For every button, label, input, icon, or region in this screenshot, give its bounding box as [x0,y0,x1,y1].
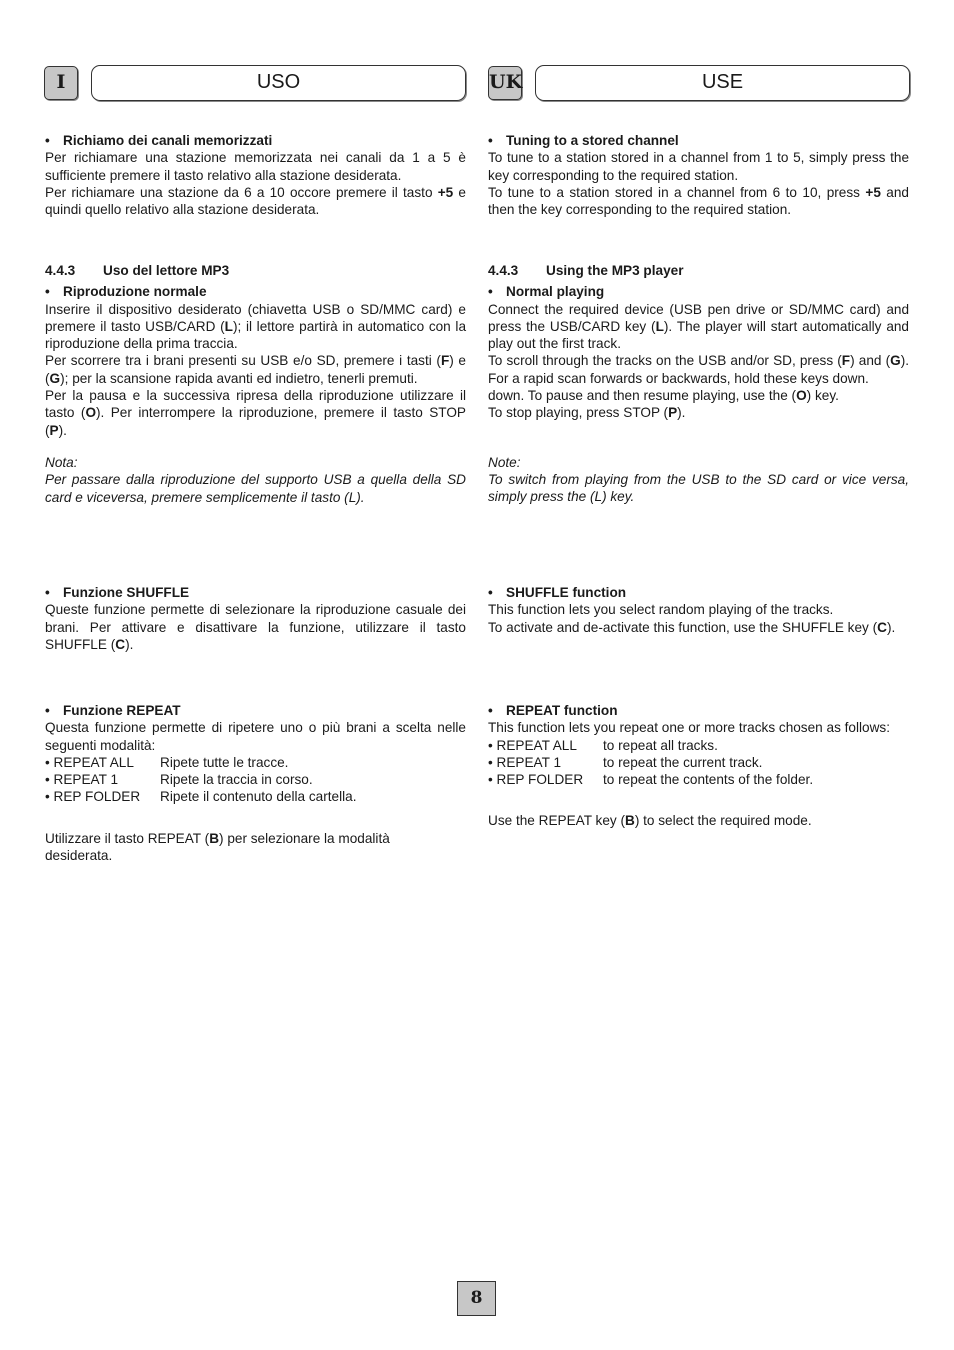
shuffle-paragraph-1-uk: This function lets you select random playing of the tracks. [488,602,834,618]
repeat-mode-folder-it: • REP FOLDER Ripete il contenuto della cartella. [45,789,357,805]
recall-section-uk [488,132,909,218]
section-title-it: USO [91,65,466,101]
recall-paragraph-2-it: Per richiamare una stazione da 6 a 10 occore premere il tasto +5 e quindi quello relativo alla stazione desiderata. [45,184,466,218]
repeat-heading-uk: • REPEAT function [488,703,618,718]
mp3-paragraph-2-it: Per scorrere tra i brani presenti su USB e/o SD, premere i tasti (F) e (G); per la scansione rapida avanti ed indietro, tenerli premuti. [45,353,466,386]
mp3-paragraph-3-uk: down. To pause and then resume playing, use the (O) key. [488,388,839,404]
recall-paragraph-1-uk: To tune to a station stored in a channel from 1 to 5, simply press the key corresponding to the required station. [488,150,909,183]
note-text-uk: To switch from playing from the USB to the SD card or vice versa, simply press the (L) key. [488,471,909,505]
shuffle-paragraph-2-uk: To activate and de-activate this function, use the SHUFFLE key (C). [488,619,896,635]
repeat-mode-folder-uk: • REP FOLDER to repeat the contents of the folder. [488,772,814,788]
recall-section-it [45,132,466,218]
repeat-section-it [45,702,466,864]
note-label-it: Nota: [45,454,78,470]
repeat-outro-uk: Use the REPEAT key (B) to select the required mode. [488,813,812,829]
repeat-mode-all-it: • REPEAT ALL Ripete tutte le tracce. [45,754,289,770]
mp3-heading-it: 4.4.3 Uso del lettore MP3 [45,263,230,278]
mp3-paragraph-2-uk: To scroll through the tracks on the USB and/or SD, press (F) and (G). For a rapid scan forwards or backwards, hold these keys down. [488,353,909,386]
section-title-uk: USE [535,65,910,101]
repeat-mode-one-uk: • REPEAT 1 to repeat the current track. [488,754,763,770]
shuffle-heading-uk: • SHUFFLE function [488,585,627,600]
shuffle-heading-it: • Funzione SHUFFLE [45,585,190,600]
shuffle-section-it [45,584,466,653]
repeat-mode-one-it: • REPEAT 1 Ripete la traccia in corso. [45,772,313,788]
mp3-section-uk [488,262,909,506]
mp3-section-it [45,262,466,506]
mp3-subheading-it: • Riproduzione normale [45,284,207,300]
mp3-heading-uk: 4.4.3 Using the MP3 player [488,263,684,278]
mp3-paragraph-4-uk: To stop playing, press STOP (P). [488,405,686,421]
recall-heading-it: • Richiamo dei canali memorizzati [45,133,273,148]
repeat-intro-it: Questa funzione permette di ripetere uno o più brani a scelta nelle seguenti modalità: [45,720,466,753]
lang-badge-it: I [44,66,78,100]
lang-badge-uk: UK [488,66,522,100]
repeat-mode-all-uk: • REPEAT ALL to repeat all tracks. [488,737,718,753]
mp3-paragraph-1-uk: Connect the required device (USB pen drive or SD/MMC card) and press the USB/CARD key (L). The player will start automatically and play out the first track. [488,301,909,352]
repeat-heading-it: • Funzione REPEAT [45,703,181,718]
repeat-intro-uk: This function lets you repeat one or more tracks chosen as follows: [488,720,890,736]
mp3-paragraph-1-it: Inserire il dispositivo desiderato (chiavetta USB o SD/MMC card) e premere il tasto USB/CARD (L); il lettore partirà in automatico con la riproduzione della prima traccia. [45,301,466,352]
note-text-it: Per passare dalla riproduzione del supporto USB a quella della SD card e viceversa, premere semplicemente il tasto (L). [45,472,466,505]
mp3-subheading-uk: • Normal playing [488,284,605,300]
shuffle-paragraph-it: Queste funzione permette di selezionare la riproduzione casuale dei brani. Per attivare e disattivare la funzione, utilizzare il tasto SHUFFLE (C). [45,602,466,652]
shuffle-section-uk [488,584,909,636]
recall-heading-uk: • Tuning to a stored channel [488,133,679,148]
repeat-outro-it: Utilizzare il tasto REPEAT (B) per selezionare la modalità desiderata. [45,830,390,864]
recall-paragraph-1-it: Per richiamare una stazione memorizzata nei canali da 1 a 5 è sufficiente premere il tasto relativo alla stazione desiderata. [45,150,466,183]
mp3-paragraph-3-it: Per la pausa e la successiva ripresa della riproduzione utilizzare il tasto (O). Per interrompere la riproduzione, premere il tasto STOP (P). [45,388,466,438]
recall-paragraph-2-uk: To tune to a station stored in a channel from 6 to 10, press +5 and then the key corresponding to the required station. [488,184,909,218]
note-label-uk: Note: [488,454,521,470]
repeat-section-uk [488,702,909,830]
page-number: 8 [457,1281,496,1316]
